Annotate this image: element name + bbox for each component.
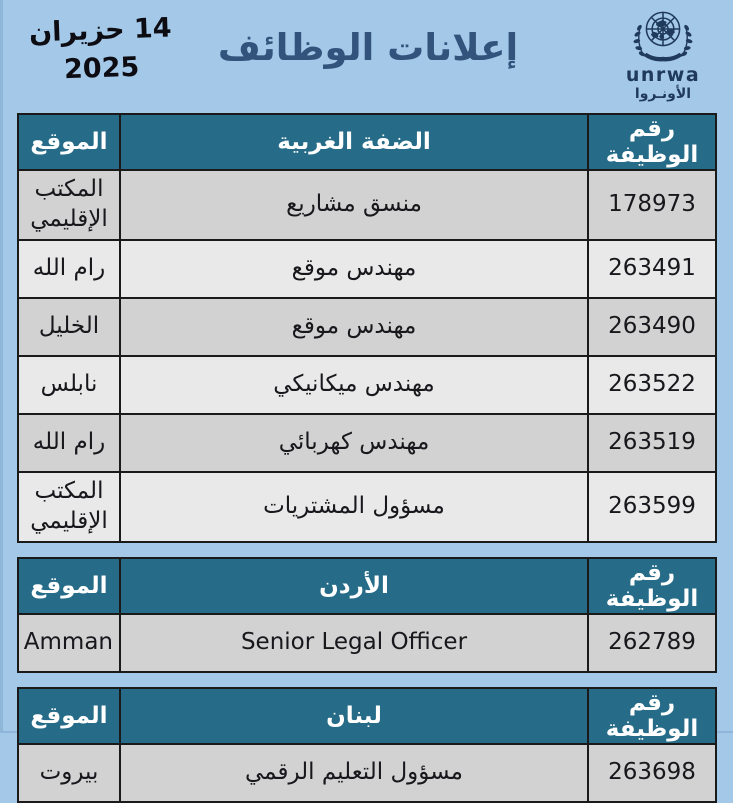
table-row [18, 744, 716, 802]
location-cell: نابلس [18, 356, 120, 414]
location-cell: المكتب الإقليمي [18, 472, 120, 542]
job-number-cell: 178973 [588, 170, 716, 240]
job-number-cell: 263522 [588, 356, 716, 414]
unrwa-logo [615, 6, 711, 103]
un-emblem-icon [615, 6, 711, 66]
job-title-cell: مهندس كهربائي [120, 414, 588, 472]
job-title-cell: منسق مشاريع [120, 170, 588, 240]
job-number-header: رقم الوظيفة [588, 688, 716, 744]
job-number-header: رقم الوظيفة [588, 558, 716, 614]
location-cell: Amman [18, 614, 120, 672]
region-header: الأردن [120, 558, 588, 614]
job-title-cell: مهندس موقع [120, 240, 588, 298]
job-number-cell: 263519 [588, 414, 716, 472]
job-number-cell: 263599 [588, 472, 716, 542]
location-cell: رام الله [18, 414, 120, 472]
job-title-cell: Senior Legal Officer [120, 614, 588, 672]
job-number-cell: 263698 [588, 744, 716, 802]
job-title-cell: مهندس موقع [120, 298, 588, 356]
table-row [18, 356, 716, 414]
table-header-row [18, 688, 716, 744]
location-header: الموقع [18, 688, 120, 744]
date-day-month: 14 حزيران [28, 12, 173, 49]
region-header: لبنان [120, 688, 588, 744]
table-row [18, 298, 716, 356]
jobs-table-0 [17, 113, 717, 543]
location-header: الموقع [18, 558, 120, 614]
job-number-cell: 262789 [588, 614, 716, 672]
table-row [18, 414, 716, 472]
job-number-cell: 263491 [588, 240, 716, 298]
date-year: 2025 [63, 51, 140, 86]
flyer-header [3, 0, 733, 112]
job-tables [3, 112, 733, 803]
location-cell: رام الله [18, 240, 120, 298]
jobs-table-1 [17, 557, 717, 673]
location-cell: الخليل [18, 298, 120, 356]
location-header: الموقع [18, 114, 120, 170]
job-title-cell: مسؤول التعليم الرقمي [120, 744, 588, 802]
table-header-row [18, 558, 716, 614]
table-row [18, 240, 716, 298]
job-title-cell: مهندس ميكانيكي [120, 356, 588, 414]
table-row [18, 170, 716, 240]
jobs-table-2 [17, 687, 717, 803]
location-cell: المكتب الإقليمي [18, 170, 120, 240]
unrwa-logo-text-ar: الأونـروا [634, 85, 692, 102]
job-title-cell: مسؤول المشتريات [120, 472, 588, 542]
unrwa-logo-text-en: unrwa [625, 64, 701, 86]
job-number-header: رقم الوظيفة [588, 114, 716, 170]
table-row [18, 614, 716, 672]
region-header: الضفة الغربية [120, 114, 588, 170]
table-row [18, 472, 716, 542]
location-cell: بيروت [18, 744, 120, 802]
table-header-row [18, 114, 716, 170]
date [10, 9, 193, 91]
page-title: إعلانات الوظائف [217, 26, 519, 69]
job-number-cell: 263490 [588, 298, 716, 356]
